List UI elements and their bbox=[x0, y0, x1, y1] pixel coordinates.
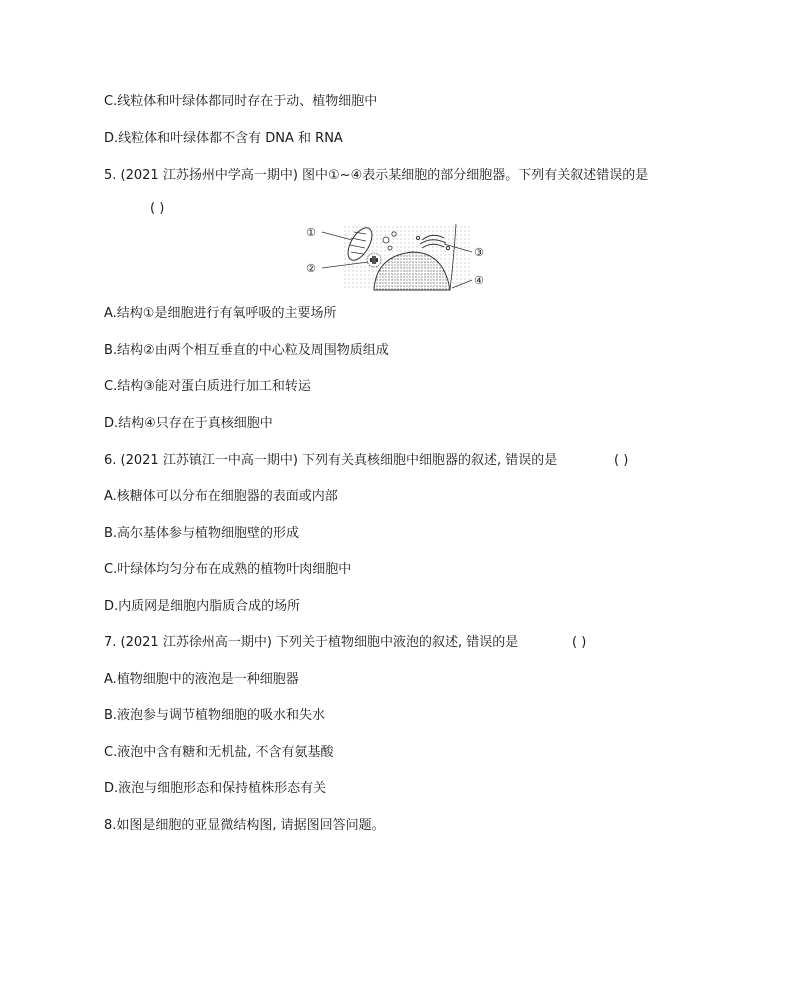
question-7-answer-bracket: ( ) bbox=[572, 635, 587, 650]
question-7-option-a: A.植物细胞中的液泡是一种细胞器 bbox=[104, 672, 299, 687]
question-6-option-a: A.核糖体可以分布在细胞器的表面或内部 bbox=[104, 489, 338, 504]
question-5-option-a: A.结构①是细胞进行有氧呼吸的主要场所 bbox=[104, 306, 337, 321]
question-7-stem: 7. (2021 江苏徐州高一期中) 下列关于植物细胞中液泡的叙述, 错误的是 bbox=[104, 635, 519, 650]
question-6-answer-bracket: ( ) bbox=[614, 453, 629, 468]
question-7-option-c: C.液泡中含有糖和无机盐, 不含有氨基酸 bbox=[104, 745, 334, 760]
question-6-option-c: C.叶绿体均匀分布在成熟的植物叶肉细胞中 bbox=[104, 562, 352, 577]
figure-label-3: ③ bbox=[474, 246, 484, 259]
line-q4-option-d: D.线粒体和叶绿体都不含有 DNA 和 RNA bbox=[104, 131, 343, 146]
question-5-answer-bracket: ( ) bbox=[150, 201, 165, 216]
figure-label-4: ④ bbox=[474, 274, 484, 287]
organelle-diagram bbox=[304, 222, 490, 294]
question-6-option-d: D.内质网是细胞内脂质合成的场所 bbox=[104, 599, 301, 614]
question-6-stem: 6. (2021 江苏镇江一中高一期中) 下列有关真核细胞中细胞器的叙述, 错误的是 bbox=[104, 453, 558, 468]
question-8-stem: 8.如图是细胞的亚显微结构图, 请据图回答问题。 bbox=[104, 818, 385, 833]
line-q4-option-c: C.线粒体和叶绿体都同时存在于动、植物细胞中 bbox=[104, 94, 378, 109]
question-5-option-c: C.结构③能对蛋白质进行加工和转运 bbox=[104, 379, 311, 394]
question-7-option-d: D.液泡与细胞形态和保持植株形态有关 bbox=[104, 781, 327, 796]
question-5-option-d: D.结构④只存在于真核细胞中 bbox=[104, 416, 273, 431]
figure-label-2: ② bbox=[306, 262, 316, 275]
question-5-stem: 5. (2021 江苏扬州中学高一期中) 图中①~④表示某细胞的部分细胞器。下列有关叙述错误的是 bbox=[104, 168, 649, 183]
question-6-option-b: B.高尔基体参与植物细胞壁的形成 bbox=[104, 526, 300, 541]
figure-label-1: ① bbox=[306, 226, 316, 239]
question-5-option-b: B.结构②由两个相互垂直的中心粒及周围物质组成 bbox=[104, 343, 389, 358]
question-7-option-b: B.液泡参与调节植物细胞的吸水和失水 bbox=[104, 708, 326, 723]
